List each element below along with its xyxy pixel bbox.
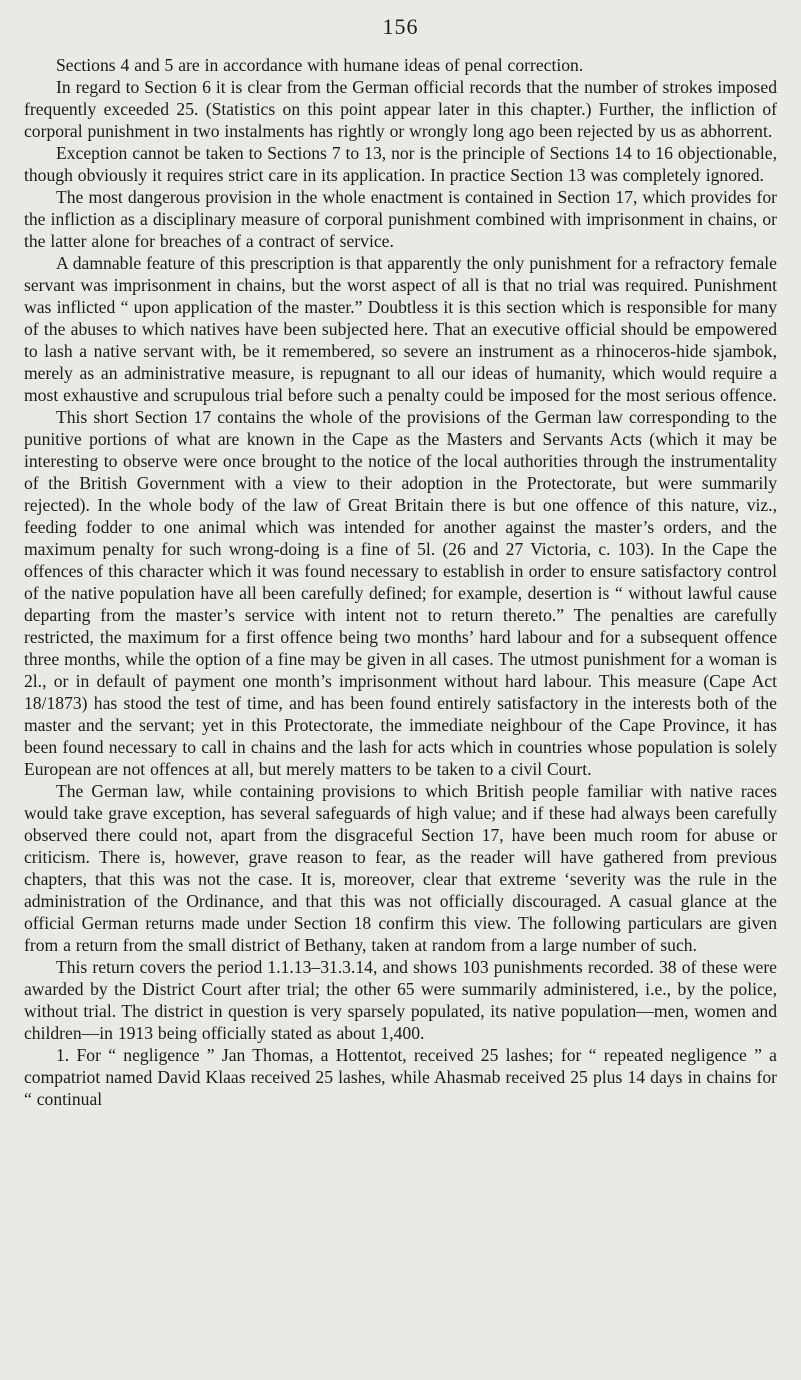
paragraph: Exception cannot be taken to Sections 7 to 13, nor is the principle of Sections 14 to 16 objectionable, though obviously it requires strict care in its application. In practice Section 13 was completely ignored. [24,143,777,185]
body-text [24,54,777,1110]
page-number: 156 [382,14,419,39]
paragraph: The most dangerous provision in the whole enactment is contained in Section 17, which provides for the infliction as a disciplinary measure of corporal punishment combined with imprisonment in chains, or the latter alone for breaches of a contract of service. [24,187,777,251]
paragraph: A damnable feature of this prescription is that apparently the only punishment for a refractory female servant was imprisonment in chains, but the worst aspect of all is that no trial was required. Punishment was inflicted “ upon application of the master.” Doubtless it is this section which is responsible for many of the abuses to which natives have been subjected here. That an executive official should be empowered to lash a native servant with, be it remembered, so severe an instrument as a rhinoceros-hide sjambok, merely as an administrative measure, is repugnant to all our ideas of humanity, which would require a most exhaustive and scrupulous trial before such a penalty could be imposed for the most serious offence. [24,253,777,405]
paragraph: Sections 4 and 5 are in accordance with humane ideas of penal correction. [56,55,584,75]
paragraph: The German law, while containing provisions to which British people familiar with native races would take grave exception, has several safeguards of high value; and if these had always been carefully observed there could not, apart from the disgraceful Section 17, have been much room for abuse or criticism. There is, however, grave reason to fear, as the reader will have gathered from previous chapters, that this was not the case. It is, moreover, clear that extreme ‘severity was the rule in the administration of the Ordinance, and that this was not officially discouraged. A casual glance at the official German returns made under Section 18 confirm this view. The following particulars are given from a return from the small district of Bethany, taken at random from a large number of such. [24,781,777,955]
paragraph: 1. For “ negligence ” Jan Thomas, a Hottentot, received 25 lashes; for “ repeated negligence ” a compatriot named David Klaas received 25 lashes, while Ahasmab received 25 plus 14 days in chains for “ continual [24,1045,777,1109]
paragraph: This return covers the period 1.1.13–31.3.14, and shows 103 punishments recorded. 38 of these were awarded by the District Court after trial; the other 65 were summarily administered, i.e., by the police, without trial. The district in question is very sparsely populated, its native population—men, women and children—in 1913 being officially stated as about 1,400. [24,957,777,1043]
paragraph: This short Section 17 contains the whole of the provisions of the German law corresponding to the punitive portions of what are known in the Cape as the Masters and Servants Acts (which it may be interesting to observe were once brought to the notice of the local authorities through the instrumentality of the British Government with a view to their adoption in the Protectorate, but were summarily rejected). In the whole body of the law of Great Britain there is but one offence of this nature, viz., feeding fodder to one animal which was intended for another against the master’s orders, and the maximum penalty for such wrong-doing is a fine of 5l. (26 and 27 Victoria, c. 103). In the Cape the offences of this character which it was found necessary to establish in order to ensure satisfactory control of the native population have all been carefully defined; for example, desertion is “ without lawful cause departing from the master’s service with intent not to return thereto.” The penalties are carefully restricted, the maximum for a first offence being two months’ hard labour and for a subsequent offence three months, while the option of a fine may be given in all cases. The utmost punishment for a woman is 2l., or in default of payment one month’s imprisonment without hard labour. This measure (Cape Act 18/1873) has stood the test of time, and has been found entirely satisfactory in the interests both of the master and the servant; yet in this Protectorate, the immediate neighbour of the Cape Province, it has been found necessary to call in chains and the lash for acts which in countries whose population is solely European are not offences at all, but merely matters to be taken to a civil Court. [24,407,777,779]
paragraph: In regard to Section 6 it is clear from the German official records that the number of strokes imposed frequently exceeded 25. (Statistics on this point appear later in this chapter.) Further, the infliction of corporal punishment in two instalments has rightly or wrongly long ago been rejected by us as abhorrent. [24,77,777,141]
